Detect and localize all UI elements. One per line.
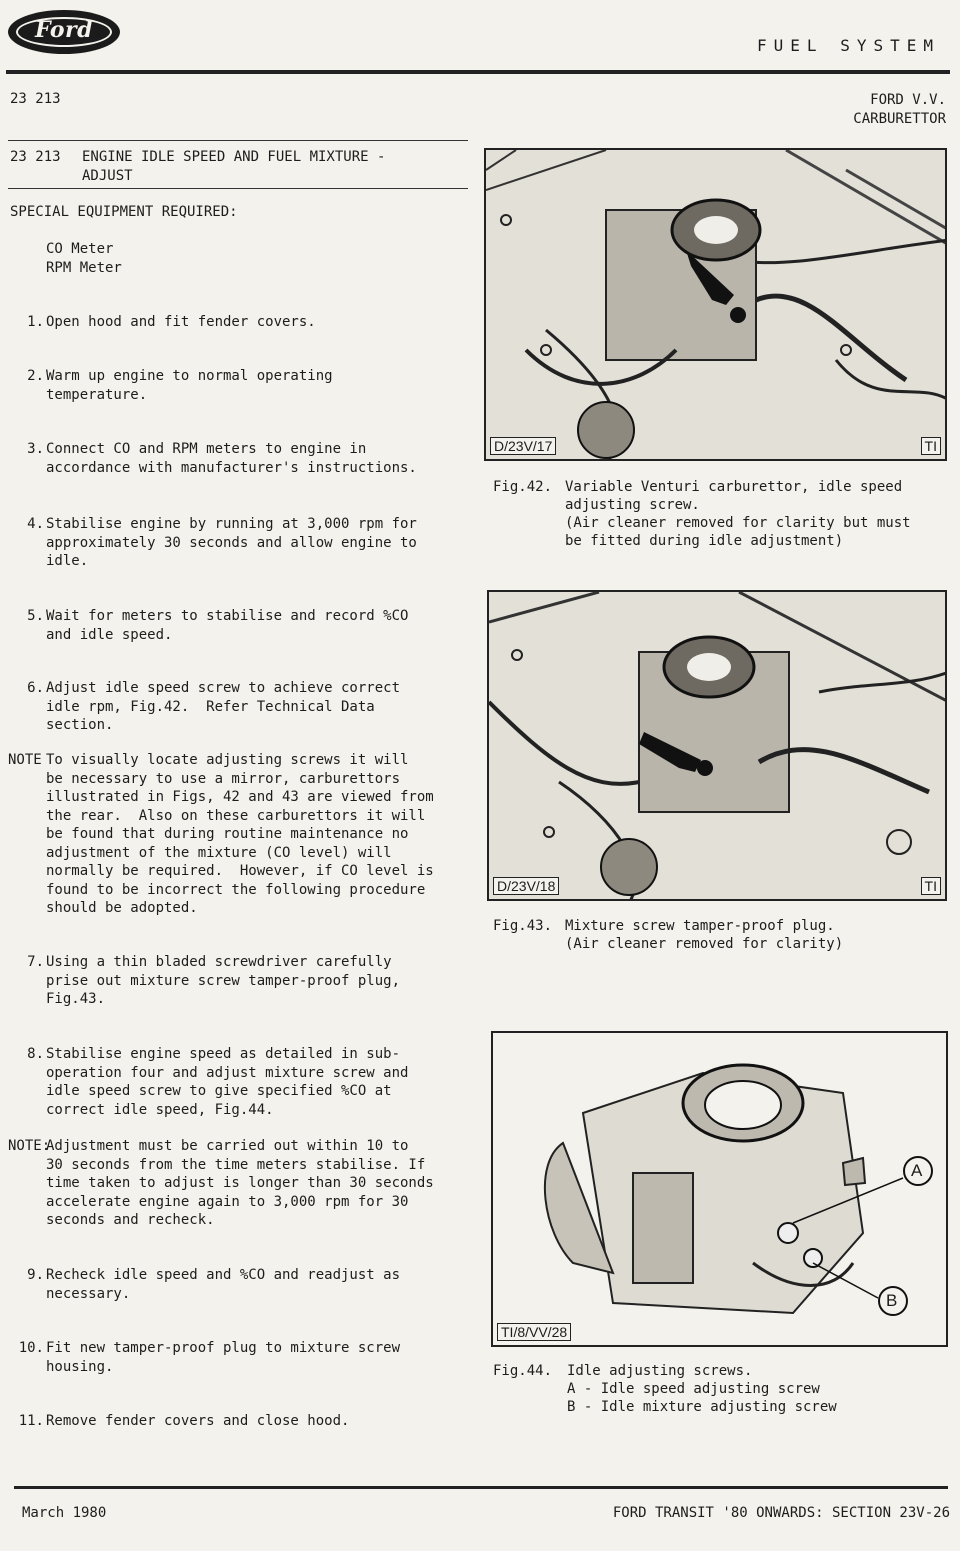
step-number: 1. [27, 314, 44, 330]
carburettor-drawing [489, 592, 947, 901]
caption-number: Fig.42. [493, 479, 553, 495]
step-text: Wait for meters to stabilise and record %CO and idle speed. [46, 608, 409, 643]
step-number: 4. [27, 516, 44, 532]
header-rule [6, 70, 950, 74]
step-text: Recheck idle speed and %CO and readjust as necessary. [46, 1267, 401, 1302]
equipment-list [46, 240, 122, 278]
callout-b-label: B [886, 1291, 898, 1310]
figure-corner-mark: TI [921, 437, 941, 455]
note-label: NOTE: [8, 1138, 51, 1154]
figure-corner-mark: TI [921, 877, 941, 895]
section-title-line-2: ADJUST [82, 168, 133, 184]
equipment-item: RPM Meter [46, 260, 122, 276]
step-number: 10. [18, 1340, 44, 1356]
figure-43-illustration [487, 590, 947, 901]
step-number: 9. [27, 1267, 44, 1283]
ford-logo-text: Ford [34, 17, 94, 43]
note-label: NOTE [8, 752, 42, 768]
ford-logo [8, 10, 120, 54]
step-text: Adjust idle speed screw to achieve correct idle rpm, Fig.42. Refer Technical Data section. [46, 680, 401, 733]
equipment-item: CO Meter [46, 241, 114, 257]
carburettor-drawing [486, 150, 947, 461]
step-text: Remove fender covers and close hood. [46, 1413, 350, 1429]
step-number: 5. [27, 608, 44, 624]
note-text: Adjustment must be carried out within 10 to 30 seconds from the time meters stabilise. If time taken to adjust is longer than 30 seconds accelerate engine again to 3,000 rpm for 30 seconds and recheck. [46, 1138, 434, 1228]
model-line-2: CARBURETTOR [853, 111, 946, 127]
step-number: 6. [27, 680, 44, 696]
section-number: 23 213 [10, 149, 61, 165]
section-rule-top [8, 140, 468, 141]
figure-44-caption [493, 1362, 552, 1380]
step-number: 8. [27, 1046, 44, 1062]
figure-reference: D/23V/17 [490, 437, 556, 455]
step-number: 2. [27, 368, 44, 384]
callout-a-label: A [911, 1161, 923, 1180]
equipment-heading: SPECIAL EQUIPMENT REQUIRED: [10, 204, 238, 220]
step-text: Warm up engine to normal operating temperature. [46, 368, 333, 403]
carburettor-drawing [493, 1033, 948, 1347]
figure-44-caption-text: Idle adjusting screws. A - Idle speed adjusting screw B - Idle mixture adjusting screw [567, 1363, 837, 1415]
caption-number: Fig.43. [493, 918, 553, 934]
footer-rule [14, 1486, 948, 1489]
footer-section: FORD TRANSIT '80 ONWARDS: SECTION 23V-26 [612, 1505, 950, 1521]
step-text: Open hood and fit fender covers. [46, 314, 316, 330]
section-rule-bottom [8, 188, 468, 189]
figure-reference: TI/8/VV/28 [497, 1323, 571, 1341]
figure-43-caption-text: Mixture screw tamper-proof plug. (Air cleaner removed for clarity) [565, 918, 844, 952]
figure-reference: D/23V/18 [493, 877, 559, 895]
step-number: 3. [27, 441, 44, 457]
operation-code: 23 213 [10, 91, 61, 107]
step-text: Fit new tamper-proof plug to mixture screw housing. [46, 1340, 401, 1375]
step-number: 11. [18, 1413, 44, 1429]
model-line-1: FORD V.V. [870, 92, 946, 108]
note-text: To visually locate adjusting screws it will be necessary to use a mirror, carburettors illustrated in Figs, 42 and 43 are viewed from the rear. Also on these carburettors it will be found that during routine maintenance no adjustment of the mixture (CO level) will normally be required. However, if CO level is found to be incorrect the following procedure should be adopted. [46, 752, 434, 916]
page-header-title: FUEL SYSTEM [757, 36, 940, 55]
model-label [853, 91, 946, 129]
step-text: Connect CO and RPM meters to engine in accordance with manufacturer's instructions. [46, 441, 417, 476]
figure-42-illustration [484, 148, 947, 461]
step-text: Stabilise engine speed as detailed in sub- operation four and adjust mixture screw and idle speed screw to give specified %CO at correct idle speed, Fig.44. [46, 1046, 409, 1118]
figure-43-caption [493, 917, 552, 935]
figure-42-caption-text: Variable Venturi carburettor, idle speed adjusting screw. (Air cleaner removed for clarity but must be fitted during idle adjustment) [565, 479, 911, 549]
section-title [10, 148, 385, 186]
section-title-line-1: ENGINE IDLE SPEED AND FUEL MIXTURE - [82, 149, 386, 165]
footer-date: March 1980 [22, 1505, 107, 1521]
figure-44-illustration [491, 1031, 948, 1347]
figure-42-caption [493, 478, 552, 496]
step-text: Stabilise engine by running at 3,000 rpm for approximately 30 seconds and allow engine to idle. [46, 516, 417, 569]
step-number: 7. [27, 954, 44, 970]
step-text: Using a thin bladed screwdriver carefully prise out mixture screw tamper-proof plug, Fig.43. [46, 954, 401, 1007]
caption-number: Fig.44. [493, 1363, 553, 1379]
